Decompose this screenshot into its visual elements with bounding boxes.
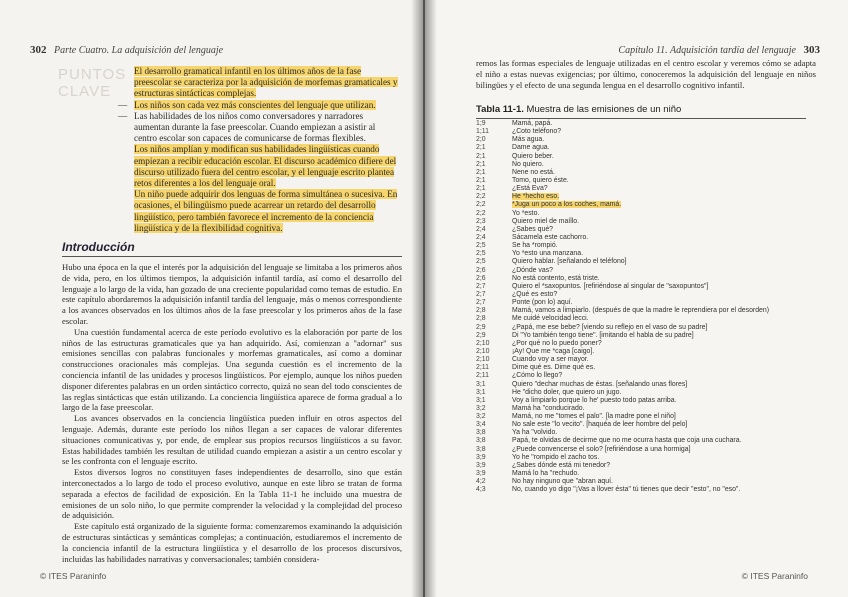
utterance-cell: ¿Coto teléfono? (512, 128, 562, 136)
age-cell: 3;2 (476, 413, 486, 421)
dash-mark: — (118, 99, 128, 110)
age-cell: 3;8 (476, 437, 486, 445)
utterance-cell: Yo *esto una manzana. (512, 250, 584, 258)
table-row (476, 136, 816, 144)
table-row (476, 128, 816, 136)
table-row (476, 315, 816, 323)
table-row (476, 332, 816, 340)
left-running-head (30, 44, 223, 56)
age-cell: 2;1 (476, 176, 486, 184)
utterance-table (476, 120, 816, 494)
utterance-cell: Yo he "rompido el zacho tos. (512, 453, 600, 461)
age-cell: 2;3 (476, 217, 486, 225)
table-row (476, 177, 816, 185)
table-row (476, 258, 816, 266)
table-row (476, 169, 816, 177)
age-cell: 2;7 (476, 282, 486, 290)
utterance-cell: Nene no está. (512, 168, 555, 176)
table-row (476, 234, 816, 242)
right-running-head (618, 44, 820, 56)
table-row (476, 250, 816, 258)
table-row (476, 429, 816, 437)
utterance-cell: Di "Yo también tengo tiene". [imitando el habla de su padre] (512, 331, 694, 339)
key-points (118, 66, 400, 234)
age-cell: 2;9 (476, 323, 486, 331)
key-point (118, 99, 400, 111)
paragraph: Estos diversos logros no constituyen fases independientes de desarrollo, sino que están interconectados a lo largo de todo el proceso evolutivo, aunque en este libro se tratan de forma separada a efectos de facilidad de exposición. En la Tabla 11-1 he incluido una muestra de emisiones de un solo niño, lo que permite comprender la velocidad y la complejidad del proceso de adquisición. (62, 467, 402, 521)
table-row (476, 283, 816, 291)
margin-label-line-1: PUNTOS (58, 66, 127, 83)
book-gutter-shadow (411, 0, 437, 597)
right-intro (476, 58, 816, 90)
table-row (476, 405, 816, 413)
section-rule (62, 256, 402, 257)
age-cell: 2;4 (476, 233, 486, 241)
age-cell: 2;8 (476, 307, 486, 315)
utterance-cell: ¿Sabes dónde está mi tenedor? (512, 461, 611, 469)
utterance-cell: Quiero el *saxopuntos. [refiriéndose al singular de "saxopuntos"] (512, 282, 709, 290)
utterance-cell: Ponte (pon lo) aquí. (512, 299, 573, 307)
age-cell: 2;7 (476, 299, 486, 307)
table-rule (476, 118, 806, 119)
age-cell: 2;9 (476, 331, 486, 339)
utterance-cell: Quiero miel de maíllo. (512, 217, 580, 225)
age-cell: 2;2 (476, 209, 486, 217)
utterance-cell: ¿Por qué no lo puedo poner? (512, 339, 602, 347)
table-row (476, 324, 816, 332)
table-row (476, 437, 816, 445)
utterance-cell: ¡Ay! Que me *caga [caigo]. (512, 347, 595, 355)
age-cell: 2;8 (476, 315, 486, 323)
section-title: Introducción (62, 240, 135, 254)
age-cell: 3;8 (476, 429, 486, 437)
utterance-cell: Quiero hablar. [señalando el teléfono] (512, 258, 627, 266)
right-footer: © ITES Paraninfo (741, 571, 808, 581)
table-row (476, 153, 816, 161)
table-row (476, 144, 816, 152)
table-row (476, 397, 816, 405)
utterance-cell: Papá, te olvidas de decirme que no me ocurra hasta que coja una cuchara. (512, 437, 742, 445)
table-row (476, 185, 816, 193)
utterance-cell: Mamá, papá. (512, 120, 553, 127)
table-row (476, 421, 816, 429)
age-cell: 4;2 (476, 478, 486, 486)
utterance-cell: He "dicho doler, que quiero un jugo. (512, 388, 622, 396)
age-cell: 2;4 (476, 225, 486, 233)
utterance-cell: Yo *esto. (512, 209, 540, 217)
paragraph: Los avances observados en la conciencia lingüística pueden influir en otros aspectos del lenguaje. Además, durante este período los niños llegan a ser capaces de valorar diferentes situaciones comunicativas y, por ende, de emplear sus propios recursos lingüísticos a su favor. Estas habilidades también les resultan de utilidad cuando empiezan a asistir a un centro escolar y se les confronta con el lenguaje escrito. (62, 413, 402, 467)
paragraph: remos las formas especiales de lenguaje utilizadas en el centro escolar y veremos cómo se adapta el niño a estas nuevas exigencias; por último, conoceremos la adquisición del lenguaje en niños bilingües y el efecto de una segunda lengua en el desarrollo cognitivo infantil. (476, 58, 816, 90)
age-cell: 2;6 (476, 274, 486, 282)
key-point (134, 144, 400, 189)
utterance-cell: Se ha *rompió. (512, 242, 558, 250)
key-point-text: Las habilidades de los niños como conversadores y narradores aumentan durante la fase preescolar. Cuando empiezan a asistir al centro escolar son capaces de comunicarse de formas flexibles. (134, 110, 376, 144)
paragraph: Una cuestión fundamental acerca de este período evolutivo es la elaboración por parte de los niños de las estructuras gramaticales que ya han adquirido. Así, comienzan a "adornar" sus emisiones sencillas con palabras funcionales y morfemas gramaticales, así como a dominar construcciones oracionales más complejas. Una segunda cuestión es el incremento de la conciencia infantil de las unidades y procesos lingüísticos. Por ejemplo, aunque los niños pueden disponer diferentes palabras en un orden sintáctico correcto, quizá no sean del todo conscientes de las reglas sintácticas que están utilizando. La conciencia lingüística aparece de forma gradual a lo largo de la fase preescolar. (62, 326, 402, 413)
age-cell: 2;10 (476, 339, 490, 347)
right-page (424, 0, 848, 597)
age-cell: 2;5 (476, 258, 486, 266)
table-row (476, 307, 816, 315)
table-row (476, 478, 816, 486)
table-row (476, 462, 816, 470)
table-row (476, 454, 816, 462)
age-cell: 2;1 (476, 185, 486, 193)
margin-label-line-2: CLAVE (58, 83, 112, 100)
table-row (476, 348, 816, 356)
age-cell: 3;1 (476, 388, 486, 396)
age-cell: 2;5 (476, 242, 486, 250)
key-point-text: Los niños amplían y modifican sus habilidades lingüísticas cuando empiezan a recibir educación escolar. El discurso académico difiere del discurso utilizado fuera del centro escolar, y el lenguaje escrito plantea retos diferentes a los del lenguaje oral. (134, 144, 397, 189)
utterance-cell: ¿Dónde vas? (512, 266, 553, 274)
utterance-cell: Quiero "dechar muchas de éstas. [señalando unas flores] (512, 380, 688, 388)
utterance-cell: Quiero beber. (512, 152, 554, 160)
age-cell: 2;1 (476, 168, 486, 176)
left-running-head-text: Parte Cuatro. La adquisición del lenguaje (54, 45, 224, 56)
table-row (476, 446, 816, 454)
utterance-cell: He *hecho eso. (512, 193, 560, 201)
utterance-cell: ¿Cómo lo llego? (512, 372, 563, 380)
age-cell: 1;9 (476, 120, 486, 127)
table-row (476, 226, 816, 234)
key-point-text: Un niño puede adquirir dos lenguas de forma simultánea o sucesiva. En ocasiones, el bilingüismo puede acarrear un retardo del desarrollo lingüístico, pero también favorece el incremento de la conciencia lingüística y de la flexibilidad cognitiva. (134, 189, 398, 233)
age-cell: 4;3 (476, 486, 486, 494)
table-row (476, 381, 816, 389)
left-footer: © ITES Paraninfo (40, 571, 107, 581)
table-row (476, 372, 816, 380)
utterance-cell: ¿Está Eva? (512, 185, 548, 193)
age-cell: 2;11 (476, 364, 489, 372)
age-cell: 3;9 (476, 461, 486, 469)
left-page-number: 302 (30, 44, 47, 56)
dash-mark: — (118, 110, 128, 121)
utterance-cell: Mamá, vamos a limpiarlo. (después de que la madre le reprendiera por el desorden) (512, 307, 769, 315)
utterance-cell: Ya ha "volvido. (512, 429, 558, 437)
key-point (118, 110, 400, 145)
age-cell: 2;1 (476, 144, 486, 152)
age-cell: 2;11 (476, 372, 489, 380)
age-cell: 2;1 (476, 152, 486, 160)
age-cell: 3;9 (476, 470, 486, 478)
intro-body (62, 262, 402, 564)
utterance-cell: No está contento, está triste. (512, 274, 600, 282)
margin-label (58, 66, 126, 100)
table-row (476, 193, 816, 201)
utterance-cell: ¿Papá, me ese bebe? [viendo su reflejo en el vaso de su padre] (512, 323, 708, 331)
table-row (476, 161, 816, 169)
age-cell: 3;1 (476, 396, 486, 404)
key-point-text: El desarrollo gramatical infantil en los últimos años de la fase preescolar se caracteriza por la adquisición de morfemas gramaticales y estructuras sintácticas complejas. (134, 66, 398, 99)
utterance-cell: Me cuidé velocidad lecci. (512, 315, 589, 323)
utterance-cell: Dime qué es. Dime qué es. (512, 364, 596, 372)
table-row (476, 120, 816, 128)
right-running-head-text: Capítulo 11. Adquisición tardía del lenguaje (618, 45, 796, 56)
utterance-cell: Dame agua. (512, 144, 550, 152)
utterance-cell: Mamá, no me "tomes el palo". [la madre pone el niño] (512, 413, 676, 421)
age-cell: 1;11 (476, 128, 489, 136)
utterance-cell: Más agua. (512, 136, 545, 144)
table-row (476, 389, 816, 397)
utterance-cell: ¿Sabes qué? (512, 225, 553, 233)
age-cell: 3;9 (476, 453, 486, 461)
table-label: Tabla 11-1. (476, 104, 524, 115)
age-cell: 2;10 (476, 347, 490, 355)
table-row (476, 340, 816, 348)
table-row (476, 470, 816, 478)
table-row (476, 291, 816, 299)
key-point (134, 189, 400, 234)
utterance-cell: *Juga un poco a los coches, mamá. (512, 201, 622, 209)
age-cell: 2;2 (476, 201, 486, 209)
utterance-cell: Voy a limpiarlo porque lo he' puesto todo patas arriba. (512, 396, 677, 404)
utterance-cell: Cuando voy a ser mayor. (512, 356, 589, 364)
table-title (476, 104, 681, 115)
age-cell: 3;4 (476, 421, 486, 429)
age-cell: 3;1 (476, 380, 486, 388)
table-row (476, 486, 816, 494)
paragraph: Este capítulo está organizado de la siguiente forma: comenzaremos examinando la adquisición de estructuras sintácticas y semánticas complejas; a continuación, estudiaremos el incremento de la conciencia infantil de la estructura lingüística y el desarrollo de los procesos discursivos, incluidas las habilidades narrativas y conversacionales; también considera- (62, 521, 402, 564)
key-point (134, 66, 400, 100)
table-row (476, 267, 816, 275)
table-row (476, 201, 816, 209)
age-cell: 3;2 (476, 404, 486, 412)
age-cell: 2;1 (476, 160, 486, 168)
table-row (476, 218, 816, 226)
age-cell: 2;5 (476, 250, 486, 258)
utterance-cell: Mamá lo ha "rechudo. (512, 470, 580, 478)
utterance-cell: ¿Qué es esto? (512, 290, 558, 298)
utterance-cell: Tomo, quiero éste. (512, 176, 569, 184)
age-cell: 2;0 (476, 136, 486, 144)
paragraph: Hubo una época en la que el interés por la adquisición del lenguaje se limitaba a los primeros años de vida, pero, en los últimos tiempos, la adquisición infantil tardía, así como el desarrollo del lenguaje a lo largo de la vida, han gozado de una creciente popularidad como temas de estudio. En este capítulo abordaremos la adquisición infantil tardía del lenguaje, más o menos correspondiente a los avances observados en los últimos años de la fase preescolar y los primeros años de la fase escolar. (62, 262, 402, 326)
utterance-cell: No, cuando yo digo "¡Vas a llover ésta" tú tienes que decir "esto", no "eso". (512, 486, 741, 494)
age-cell: 2;2 (476, 193, 486, 201)
table-row (476, 299, 816, 307)
age-cell: 3;8 (476, 445, 486, 453)
table-row (476, 356, 816, 364)
utterance-cell: No hay ninguno que "abran aquí. (512, 478, 613, 486)
table-row (476, 275, 816, 283)
key-point-text: Los niños son cada vez más conscientes del lenguaje que utilizan. (134, 99, 376, 110)
table-row (476, 413, 816, 421)
age-cell: 2;6 (476, 266, 486, 274)
table-title-text: Muestra de las emisiones de un niño (526, 104, 682, 115)
age-cell: 2;7 (476, 290, 486, 298)
utterance-cell: No quiero. (512, 160, 544, 168)
utterance-cell: No sale este "lo vecito". [haquéa de leer hombre del pelo] (512, 421, 688, 429)
table-row (476, 364, 816, 372)
table-row (476, 242, 816, 250)
right-page-number: 303 (803, 44, 820, 56)
utterance-cell: Mamá ha "conducirado. (512, 404, 585, 412)
utterance-cell: Sácamela este cachorro. (512, 233, 589, 241)
utterance-cell: ¿Puede convencerse el solo? [refiriéndose a una hormiga] (512, 445, 691, 453)
table-row (476, 210, 816, 218)
age-cell: 2;10 (476, 356, 490, 364)
